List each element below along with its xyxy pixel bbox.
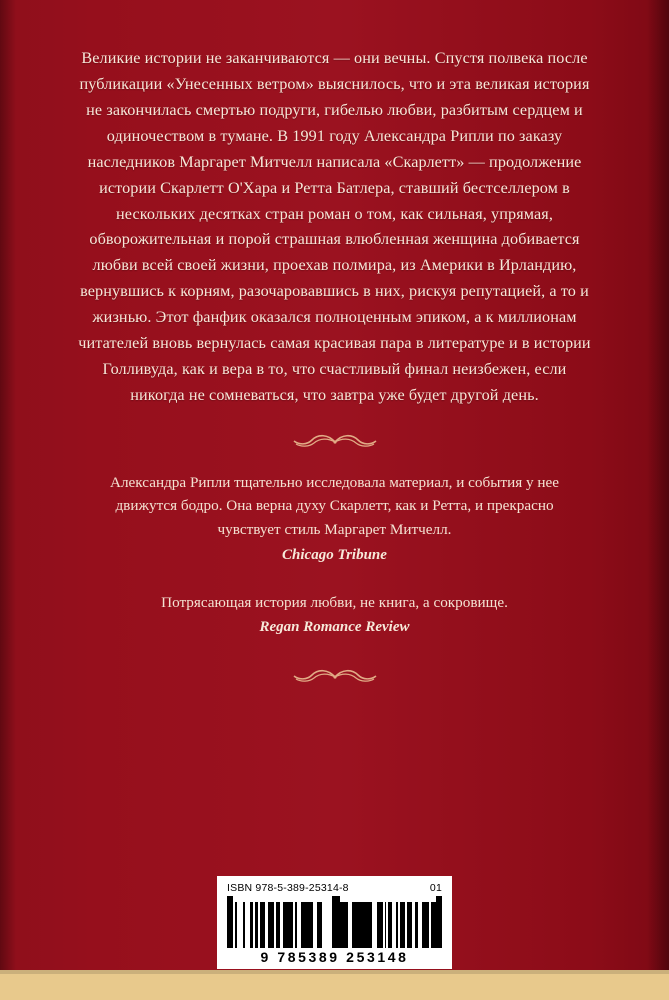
barcode-bar: [440, 896, 442, 948]
ornament-divider-icon-2: [290, 666, 380, 688]
left-edge-shadow: [0, 0, 16, 1000]
review-text: Александра Рипли тщательно исследовала материал, и события у нее движутся бодро. Она верна духу Скарлетт, как и Ретта, и прекрасно чувствует стиль Маргарет Митчелл.: [110, 473, 559, 539]
barcode-digits: 9 785389 253148: [260, 949, 409, 965]
blurb-paragraph: Великие истории не заканчиваются — они вечны. Спустя полвека после публикации «Унесенных ветром» выяснилось, что и эта великая история не закончилась смертью подруги, гибелью любви, разбитым сердцем и одиночеством в тумане. В 1991 году Александра Рипли по заказу наследников Маргарет Митчелл написала «Скарлетт» — продолжение истории Скарлетт О'Хара и Ретта Батлера, ставший бестселлером в нескольких десятках стран роман о том, как сильная, упрямая, обворожительная и порой страшная влюбленная женщина добивается любви всей своей жизни, проехав полмира, из Америки в Ирландию, вернувшись к корням, разочаровавшись в них, рискуя репутацией, а то и жизнью. Этот фанфик оказался полноценным эпиком, а к миллионам читателей вновь вернулась самая красивая пара в литературе и в истории Голливуда, как и вера в то, что счастливый финал неизбежен, если никогда не сомневаться, что завтра уже будет другой день.: [78, 49, 591, 404]
bottom-band-shadow: [0, 970, 669, 974]
isbn-text: ISBN 978-5-389-25314-8: [227, 882, 349, 894]
right-edge-shadow: [647, 0, 669, 1000]
review-block-2: [125, 591, 545, 640]
isbn-line: [225, 882, 444, 896]
isbn-suffix: 01: [429, 882, 442, 894]
ornament-divider-icon: [290, 431, 380, 453]
review-source: Regan Romance Review: [259, 619, 410, 636]
review-block-1: [100, 471, 570, 567]
review-source: Chicago Tribune: [282, 546, 387, 563]
review-text: Потрясающая история любви, не книга, а сокровище.: [161, 593, 508, 611]
barcode: [217, 876, 452, 969]
bottom-color-band: [0, 970, 669, 1000]
barcode-bars: [225, 896, 444, 948]
blurb-text-block: [75, 46, 595, 409]
